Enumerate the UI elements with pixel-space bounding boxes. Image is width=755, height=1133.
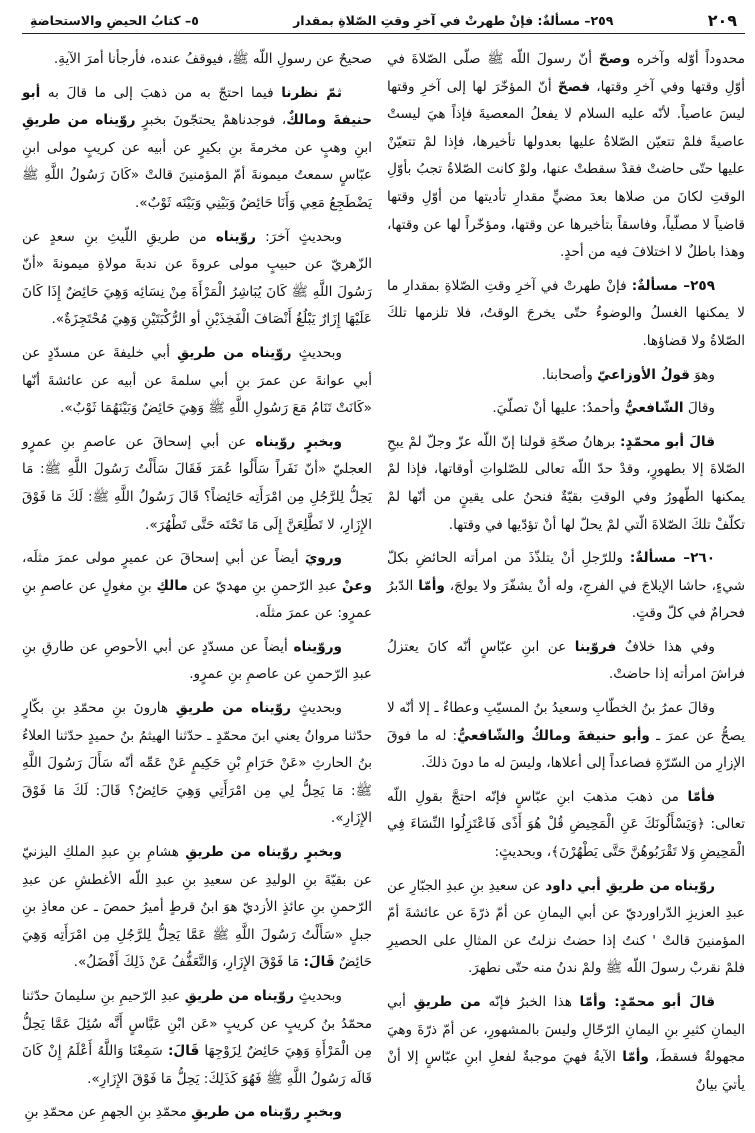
text-run: ، فوجدناهمْ يحتجّونَ بخبرٍ xyxy=(135,112,287,129)
paragraph xyxy=(22,429,372,539)
bold-text: روّيناه xyxy=(215,228,256,245)
paragraph xyxy=(22,983,372,1093)
text-run: أيضاً عن أبي إسحاقَ عن عميرٍ مولى عمرَ مثلَه، xyxy=(22,550,305,567)
bold-text: قولُ الأوزاعيّ xyxy=(597,366,690,383)
bold-text: قالَ أبو محمّدٍ: وأمّا xyxy=(579,994,716,1010)
text-run: من ذهبَ مذهبَ ابنِ عبّاسٍ فإنّه احتجَّ بقولِ اللّه تعالى: ﴿وَيَسْأَلُونَكَ عَنِ الْمَحِيضِ قُلْ هُوَ أَذًى فَاعْتَزِلُوا النِّسَاءَ فِي الْمَحِيضِ وَلا تَقْرَبُوهُنَّ حَتَّى يَطْهُرْنَ﴾، وبحديثٍ: xyxy=(387,788,745,861)
paragraph xyxy=(387,634,745,689)
text-run: وأحمدُ: عليها أنْ تصلّيَ. xyxy=(492,400,625,417)
bold-text: وعنْ xyxy=(342,577,372,594)
bold-text: فروّينا xyxy=(574,638,617,655)
bold-text: وصحّ xyxy=(598,51,631,67)
bold-text: وأمّا xyxy=(418,577,445,594)
text-run: وبحديثٍ آخرَ: xyxy=(255,228,342,245)
text-run: وبحديثٍ xyxy=(294,988,342,1004)
paragraph xyxy=(22,695,372,833)
text-run: عن أبي إسحاقَ عن عاصمِ بنِ عمرٍو العجليّ «أنّ نَفَراً سَأَلُوا عُمَرَ فَقَالَ سَأَلْتُ رَسُولَ اللَّهِ ﷺ: مَا يَحِلُّ لِلرَّجُلِ مِن امْرَأَتِه حَائِضاً؟ قَالَ رَسُولُ اللَّهِ ﷺ: لَكَ مَا فَوْقَ الإِزَارِ، لا تَطَّلِعَنَّ إِلَى مَا تَحْتَه حَتَّى تَطْهُرَ». xyxy=(22,433,372,533)
text-run: : له ما فوقَ الإزارِ من السّرّةِ فصاعداً إلى أعلاها، وليسَ له ما دونَ ذلكَ. xyxy=(387,727,745,772)
bold-text: روّيناه من طريقِ أبي داود xyxy=(545,877,715,894)
text-run: وبحديثٍ xyxy=(291,344,342,361)
bold-text: ثمّ نظرنا xyxy=(281,84,342,101)
text-run: برهانُ صحّةِ قولنا إنّ اللّه عزّ وجلّ لمْ يبحِ الصّلاةَ إلا بطهورٍ، وقدْ حدّ اللّه تعالى للصّلواتِ أوقاتها، فإذا لمْ يمكنها الطّهورُ وفي الوقتِ بقيّةٌ فنحنُ على يقينٍ من أنّها لمْ تكلّفْ تلكَ الصّلاةَ الّتي لمْ يحلّ لها أنْ تؤدّيها في وقتها. xyxy=(387,433,745,533)
bold-text: روّيناه من طريقِ xyxy=(184,988,295,1004)
text-run: سَمِعْنَا وَاللَّهُ أَعْلَمُ إِنْ كَانَ قَالَه رَسُولُ اللَّهِ ﷺ فَهُوَ كَذَلِكَ: يَحِلُّ مَا فَوْقَ الإِزَارِ». xyxy=(22,1043,372,1087)
text-run: عن ابنِ عبّاسٍ أنّه كانَ يعتزلُ فراشَ امرأته إذا حاضتْ. xyxy=(387,638,745,683)
bold-text: ٢٥٩– مسألةٌ: xyxy=(631,277,715,294)
text-run: أنّ رسولَ اللّه ﷺ صلّى الصّلاةَ في أوّلِ وقتها وفي آخرِ وقتها، xyxy=(387,51,745,95)
bold-text: من طريقِ xyxy=(413,994,481,1010)
bold-text: روّيناه من طريقِ xyxy=(177,344,292,361)
bold-text: ورويَ xyxy=(304,550,342,567)
paragraph xyxy=(22,80,372,218)
paragraph xyxy=(22,340,372,423)
text-run: وفي هذا خلافٌ xyxy=(616,638,715,655)
text-run: هشامِ بنِ عبدِ الملكِ اليزنيّ عن بقيّةَ بنِ الوليدِ عن سعيدِ بنِ عبدِ اللّه الأغطشِ عن عبدِ الرّحمنِ بنِ عائذٍ الأزديّ هوَ ابنُ قرطٍ أميرُ حمصَ ـ عن معاذِ بنِ جبلٍ «سَأَلْتُ رَسُولَ اللَّهِ ﷺ عَمَّا يَحِلُّ لِلرَّجُلِ مِن امْرَأَتِه وَهِيَ حَائِضٌ xyxy=(22,844,372,971)
text-run: الآيةُ فهيَ موجبةٌ لفعلِ ابنِ عبّاسٍ إلا أنْ يأتيَ بيانٌ xyxy=(387,1049,745,1093)
text-run: هارونَ بنِ محمّدِ بنِ بكّارٍ حدّثنا مروانُ يعني ابنَ محمّدٍ ـ حدّثنا الهيثمُ بنُ حميدٍ حدّثنا العلاءُ بنُ الحارثِ «عَنْ حَرَامِ بْنِ حَكِيمٍ عَنْ عَمِّه أنّه سَأَلَ رَسُولَ اللَّهِ ﷺ: مَا يَحِلُّ لِي مِن امْرَأَتِي وَهِيَ حَائِضٌ؟ قَالَ: لَكَ مَا فَوْقَ الإِزَارِ». xyxy=(22,700,372,827)
bold-text: وبخبرٍ روّيناه من طريقِ xyxy=(185,844,342,861)
bold-text: قَالَ: xyxy=(168,1043,200,1060)
text-run: فيما احتجّ به من ذهبَ إلى ما قالَ به xyxy=(40,84,282,101)
paragraph xyxy=(22,46,372,74)
bold-text: وروّيناه xyxy=(293,638,342,655)
bold-text: وبخبرٍ روّيناه xyxy=(255,433,342,450)
paragraph xyxy=(387,545,745,628)
paragraph xyxy=(22,634,372,689)
bold-text: أبو حنيفةَ ومالكٌ xyxy=(22,84,373,129)
text-run: وهوَ xyxy=(689,366,715,383)
paragraph xyxy=(22,545,372,628)
paragraph xyxy=(387,362,745,390)
text-run: أبي خليفةَ عن مسدّدٍ عن أبي عوانةَ عن عمرَ بنِ أبي سلمةَ عن أبيه عن عائشةَ أنّها «كَانَتْ تَنَامُ مَعَ رَسُولِ اللَّهِ ﷺ وَهِيَ حَائِضٌ وَبَيْنَهُمَا ثَوْبٌ». xyxy=(22,344,372,417)
text-run: أنّ المؤخّرَ لها إلى آخرِ وقتها ليسَ عاصياً. لأنّه عليه السلام لا يفعلُ المعصيةَ فإذاً هيَ ليستْ عاصيةً فلمْ تتعيّن الصّلاةُ عليها بعدولها تأخيرها، فإذا لمْ تتعيّنْ عليها حتّى حاضتْ فقدْ سقطتْ عنها، ولوْ كانت الصّلاةُ تجبُ بأوّلِ الوقتِ لكانَ من صلاها بعدَ مضيٍّ مقدارِ تأديتها من أوّلِ وقتها قاضياً لا مصلّياً، وفاسقاً بتأخيرها عن وقتها، ومؤخّراً لها عن وقتها، وهذا باطلٌ لا اختلافَ فيه من أحدٍ. xyxy=(387,78,745,261)
text-run: وقالَ xyxy=(683,400,715,417)
bold-text: فأمّا xyxy=(687,788,715,805)
text-run: محمّدِ بنِ الجهمِ عن محمّدِ بنِ xyxy=(24,1104,192,1121)
paragraph xyxy=(387,989,745,1099)
text-run: عبدِ الرّحيمِ بنِ سليمانَ حدّثنا محمّدُ بنُ كريبٍ عن كريبٍ «عَن ابْنِ عَبَّاسٍ أَنَّه سُئِلَ عَمَّا يَحِلُّ مِن الْمَرْأَةِ وَهِيَ حَائِضٌ لِزَوْجِهَا xyxy=(22,988,372,1060)
paragraph xyxy=(387,395,745,423)
text-run: عبدِ الرّحمنِ بنِ مهديّ عن xyxy=(187,577,343,594)
text-run: مَا فَوْقَ الإِزَارِ، وَالتَّعَفُّفُ عَنْ ذَلِكَ أَفْضَلُ». xyxy=(73,954,304,971)
text-run: محدوداً أوّله وآخره xyxy=(630,51,745,67)
bold-text: ٢٦٠– مسألةٌ: xyxy=(629,550,715,567)
text-run: وبحديثٍ xyxy=(291,700,342,717)
bold-text: روّيناه من طريقِ xyxy=(22,112,136,129)
text-run: أبي اليمانِ كثيرِ بنِ اليمانِ الرّحّالِ وليسَ بالمشهورِ، عن أمّ ذرّةَ وهيَ مجهولةٌ فسقطَ، xyxy=(387,994,745,1066)
bold-text: روّيناه من طريقِ xyxy=(175,700,292,717)
right-column xyxy=(387,46,745,1133)
text-run: وللرّجلِ أنْ يتلذّذَ من امرأته الحائضِ بكلّ شيءٍ، حاشا الإيلاجَ في الفرجِ، وله أنْ يشفّرَ ولا يولجَ، xyxy=(387,550,745,594)
bold-text: مالكِ xyxy=(156,577,188,594)
section-title: ٢٥٩– مسألةٌ: فإنْ طهرتْ في آخرِ وقتِ الصّلاةِ بمقدار xyxy=(293,13,614,28)
bold-text: قالَ أبو محمّدٍ: xyxy=(619,433,715,450)
paragraph xyxy=(387,784,745,867)
bold-text: الشّافعيُّ xyxy=(624,400,684,417)
text-columns xyxy=(22,46,745,1133)
text-run: وأصحابنا. xyxy=(541,366,598,383)
running-header xyxy=(22,12,745,34)
bold-text: وأمّا xyxy=(622,1049,649,1066)
paragraph xyxy=(387,873,745,983)
paragraph xyxy=(387,429,745,539)
text-run: صحيحٌ عن رسولِ اللّه ﷺ، فيوقفُ عنده، فأرجأنا أمرَ الآيةِ. xyxy=(53,51,372,67)
bold-text: وأبو حنيفةَ ومالكٌ والشّافعيُّ xyxy=(457,727,650,744)
bold-text: فصحّ xyxy=(557,78,590,95)
text-run: هذا الخبرُ فإنّه xyxy=(480,994,580,1010)
text-run: عن سعيدِ بنِ عبدِ الجبّارِ عن عبدِ العزيزِ الدّراورديّ عن أبي اليمانِ عن أمّ ذرّةَ عن عائشةَ أمّ المؤمنينَ قالتْ ' كنتُ إذا حضتُ نزلتُ عن المثالِ على الحصيرِ فلمْ نقربْ رسولَ اللّه ﷺ ولمْ ندنُ منه حتّى نطهرَ. xyxy=(387,877,745,977)
paragraph xyxy=(387,273,745,356)
paragraph xyxy=(387,695,745,778)
bold-text: قَالَ: xyxy=(303,954,335,971)
paragraph xyxy=(22,1099,372,1127)
text-run: أيضاً عن مسدّدٍ عن أبي الأحوصِ عن طارقِ بنِ عبدِ الرّحمنِ عن عاصمِ بنِ عمرٍو. xyxy=(22,638,372,683)
paragraph xyxy=(22,839,372,977)
text-run: فإنْ طهرتْ في آخرِ وقتِ الصّلاةِ بمقدارِ ما لا يمكنها الغسلُ والوضوءُ حتّى يخرجَ الوقتُ، فلا تلزمها تلكَ الصّلاةُ ولا قضاؤها. xyxy=(387,277,745,349)
chapter-title: ٥– كتابُ الحيضِ والاستحاضةِ xyxy=(30,13,199,28)
text-run: الدّبرُ فحرامٌ في كلّ وقتٍ. xyxy=(387,577,745,622)
page-number: ٢٠٩ xyxy=(707,11,737,30)
paragraph xyxy=(22,224,372,334)
text-run: بنِ مغولٍ عن عاصمِ بنِ عمرٍو: عن عمرَ مثلَه. xyxy=(22,577,372,622)
paragraph xyxy=(387,46,745,267)
text-run: من طريقِ اللّيثِ بنِ سعدٍ عن الزّهريّ عن حبيبٍ مولى عروةَ عن ندبةَ مولاةِ ميمونةَ «أنّ رَسُولَ اللَّهِ ﷺ كَانَ يُبَاشِرُ الْمَرْأَةَ مِنْ نِسَائِه وَهِيَ حَائِضٌ إِذَا كَانَ عَلَيْهَا إِزَارٌ يَبْلُغُ أَنْصَافَ الْفَخِذَيْنِ أو الرُّكْبَتَيْنِ وَهِيَ مُحْتَجِزَةٌ». xyxy=(22,228,372,328)
text-run: ابنِ وهبٍ عن مخرمةَ بنِ بكيرٍ عن أبيه عن كريبٍ مولى ابنِ عبّاسٍ سمعتُ ميمونةَ أمّ المؤمنينَ قالتْ «كَانَ رَسُولُ اللَّهِ ﷺ يَضْطَجِعُ مَعِي وَأَنَا حَائِضٌ وَبَيْنِي وَبَيْنَه ثَوْبٌ». xyxy=(22,139,372,211)
bold-text: وبخبرٍ روّيناه من طريقِ xyxy=(191,1104,342,1121)
text-run: وقالَ عمرُ بنُ الخطّابِ وسعيدُ بنُ المسيّبِ وعطاءٌ ـ إلا أنّه لا يصحُّ عن عمرَ ـ xyxy=(387,700,745,744)
left-column xyxy=(22,46,372,1133)
